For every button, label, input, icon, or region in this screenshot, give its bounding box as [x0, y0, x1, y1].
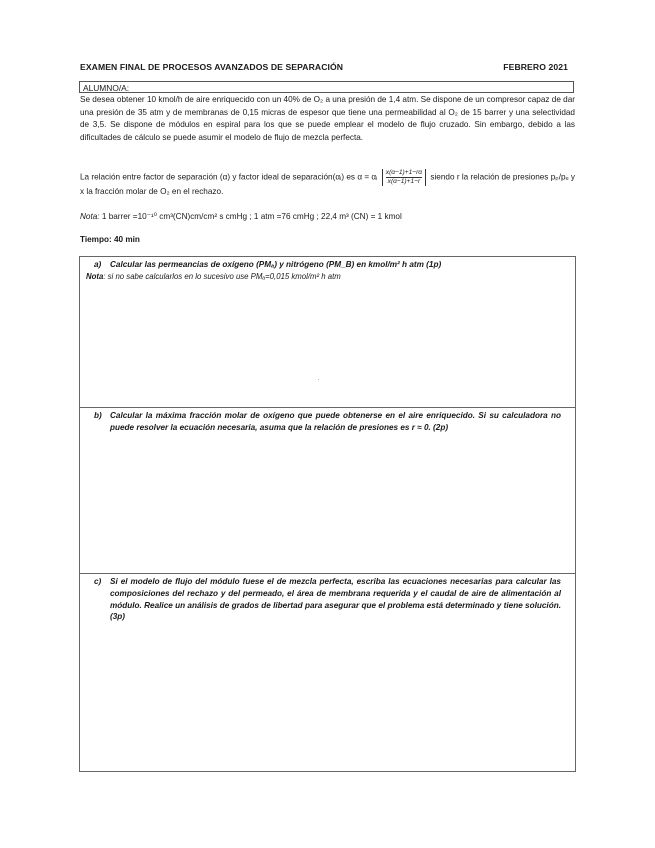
relation-text-after: siendo r la relación de presiones pₚ/pₑ y x la fracción molar de O₂ en el rechazo.: [80, 172, 576, 196]
question-a-note: [80, 271, 575, 282]
exam-title: EXAMEN FINAL DE PROCESOS AVANZADOS DE SEPARACIÓN: [80, 62, 344, 72]
question-c-letter: c): [94, 577, 102, 586]
question-a: [80, 257, 575, 271]
relation-text-before: La relación entre factor de separación (α) y factor ideal de separación(αᵢ) es α = αᵢ: [80, 172, 378, 182]
exam-date: FEBRERO 2021: [503, 62, 568, 72]
question-c-box[interactable]: [79, 573, 576, 772]
separation-formula: [382, 169, 426, 186]
units-note: [80, 211, 575, 224]
question-a-box[interactable]: [79, 256, 576, 408]
time-limit: Tiempo: 40 min: [80, 235, 140, 244]
units-note-label: Nota:: [80, 212, 100, 221]
separation-relation: [80, 169, 575, 199]
question-a-note-label: Nota: [86, 271, 104, 281]
question-a-text: Calcular las permeancias de oxígeno (PMₐ) y nitrógeno (PM_B) en kmol/m² h atm (1p): [110, 260, 442, 269]
student-label: ALUMNO/A:: [83, 83, 130, 93]
question-b-box[interactable]: [79, 407, 576, 574]
exam-header: [80, 62, 568, 76]
scan-speck: [318, 379, 319, 380]
problem-statement: Se desea obtener 10 kmol/h de aire enriquecido con un 40% de O₂ a una presión de 1,4 atm. Se dispone de un compresor capaz de dar una presión de 35 atm y de membranas de 0,15 micras de espesor que tiene una permeabilidad al O₂ de 15 barrer y una selectividad de 3,5. Se dispone de módulos en espiral para los que se puede emplear el modelo de flujo cruzado. Sin embargo, debido a las dificultades de cálculo se puede asumir el modelo de flujo de mezcla perfecta.: [80, 95, 575, 142]
formula-numerator: x(α−1)+1−rα: [385, 169, 423, 176]
question-b: [80, 408, 575, 434]
question-a-letter: a): [94, 260, 102, 269]
question-b-text: Calcular la máxima fracción molar de oxígeno que puede obtenerse en el aire enriquecido. Si su calculadora no puede resolver la ecuación necesaria, asuma que la relación de presiones es r ≈ 0. (2p): [110, 411, 561, 432]
question-b-letter: b): [94, 411, 102, 420]
units-note-text: 1 barrer =10⁻¹⁰ cm³(CN)cm/cm² s cmHg ; 1 atm =76 cmHg ; 22,4 m³ (CN) = 1 kmol: [101, 212, 402, 221]
question-c-text: Si el modelo de flujo del módulo fuese el de mezcla perfecta, escriba las ecuaciones necesarias para calcular las composiciones del rechazo y del permeado, el área de membrana requerida y el caudal de aire de alimentación al módulo. Realice un análisis de grados de libertad para asegurar que el problema está determinado y tiene solución. (3p): [110, 577, 561, 622]
student-name-box[interactable]: [79, 81, 574, 93]
question-c: [80, 574, 575, 623]
formula-denominator: x(α−1)+1−r: [387, 178, 421, 185]
question-a-note-text: : si no sabe calcularlos en lo sucesivo use PMₐ=0,015 kmol/m² h atm: [103, 271, 341, 281]
